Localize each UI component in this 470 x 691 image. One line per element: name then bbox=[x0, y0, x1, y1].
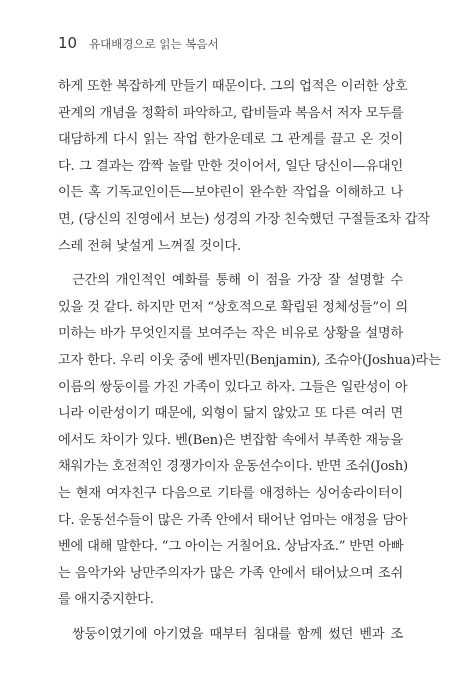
body-text bbox=[58, 74, 441, 648]
text-line: 에서도 차이가 있다. 벤(Ben)은 변잡함 속에서 부족한 재능을 bbox=[58, 432, 403, 448]
text-line: 하게 또한 복잡하게 만들기 때문이다. 그의 업적은 이러한 상호 bbox=[58, 79, 408, 94]
text-line: 관계의 개념을 정확히 파악하고, 랍비들과 복음서 저자 모두를 bbox=[58, 105, 404, 121]
running-title: 유대배경으로 읽는 복음서 bbox=[89, 37, 219, 51]
running-header bbox=[58, 34, 219, 52]
text-line: 면, (당신의 진영에서 보는) 성경의 가장 친숙했던 구절들조차 갑작 bbox=[58, 211, 430, 227]
text-line: 미하는 바가 무엇인지를 보여주는 작은 비유로 상황을 설명하 bbox=[58, 326, 403, 342]
text-line: 채워가는 호전적인 경쟁가이자 운동선수이다. 반면 조쉬(Josh) bbox=[58, 459, 408, 475]
text-line: 있을 것 같다. 하지만 먼저 “상호적으로 확립된 정체성들”이 의 bbox=[58, 299, 408, 315]
page-number: 10 bbox=[58, 34, 78, 52]
text-line: 벤에 대해 말한다. “그 아이는 거칠어요. 상남자죠.” 반면 아빠 bbox=[58, 539, 404, 555]
text-line: 이든 혹 기독교인이든—보야린이 완수한 작업을 이해하고 나 bbox=[58, 185, 403, 201]
text-line: 쌍둥이였기에 아기였을 때부터 침대를 함께 썼던 벤과 조 bbox=[72, 626, 403, 642]
text-line: 이름의 쌍둥이를 가진 가족이 있다고 하자. 그들은 일란성이 아 bbox=[58, 379, 408, 395]
text-line: 다. 그 결과는 깜짝 놀랄 만한 것이어서, 일단 당신이—유대인 bbox=[58, 158, 403, 174]
text-line: 고자 한다. 우리 이웃 중에 벤자민(Benjamin), 조슈아(Joshua)라는 bbox=[58, 352, 441, 368]
text-line: 스레 전혀 낯설게 느껴질 것이다. bbox=[58, 238, 241, 254]
text-line: 대담하게 다시 읽는 작업 한가운데로 그 관계를 끌고 온 것이 bbox=[58, 132, 403, 148]
text-line: 를 애지중지한다. bbox=[58, 592, 154, 608]
text-line: 다. 운동선수들이 많은 가족 안에서 태어난 엄마는 애정을 담아 bbox=[58, 512, 408, 528]
text-line: 는 음악가와 낭만주의자가 많은 가족 안에서 태어났으며 조쉬 bbox=[58, 565, 403, 581]
text-line: 는 현재 여자친구 다음으로 기타를 애정하는 싱어송라이터이 bbox=[58, 485, 403, 501]
text-line: 근간의 개인적인 예화를 통해 이 점을 가장 잘 설명할 수 bbox=[72, 273, 403, 289]
text-line: 니라 이란성이기 때문에, 외형이 닮지 않았고 또 다른 여러 면 bbox=[58, 406, 403, 422]
